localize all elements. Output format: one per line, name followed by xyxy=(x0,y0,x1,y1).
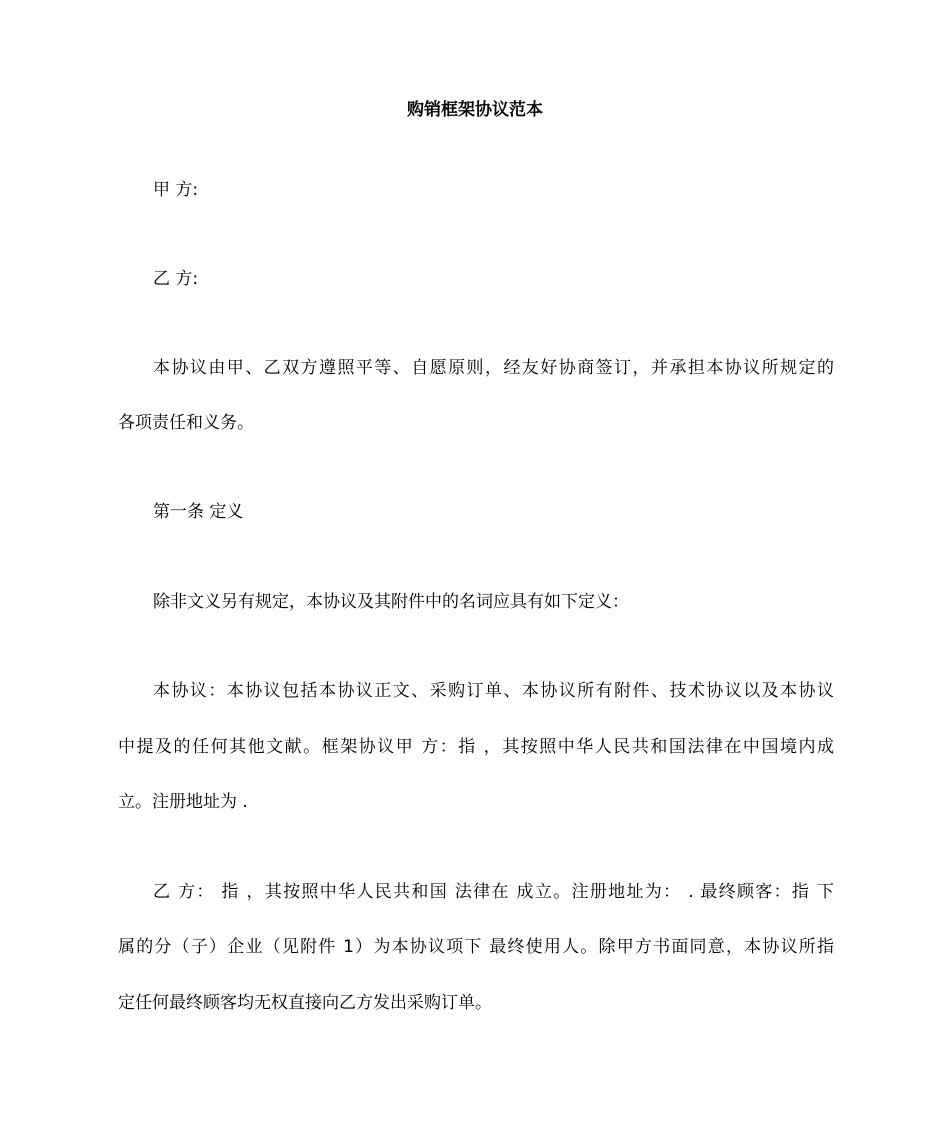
definition-agreement-line-3: 立。注册地址为 . xyxy=(118,792,248,812)
definition-party-b-line-3: 定任何最终顾客均无权直接向乙方发出采购订单。 xyxy=(118,993,492,1013)
definition-party-b-line-1: 乙 方： 指 ，其按照中华人民共和国 法律在 成立。注册地址为： . 最终顾客：指 下 xyxy=(153,882,834,902)
definitions-intro: 除非文义另有规定，本协议及其附件中的名词应具有如下定义： xyxy=(153,592,629,612)
definition-party-b-line-2: 属的分（子）企业（见附件 1）为本协议项下 最终使用人。除甲方书面同意，本协议所指 xyxy=(118,937,834,957)
preamble-line-1: 本协议由甲、乙双方遵照平等、自愿原则，经友好协商签订，并承担本协议所规定的 xyxy=(153,358,834,378)
definition-agreement-line-2: 中提及的任何其他文献。框架协议甲 方：指 ，其按照中华人民共和国法律在中国境内成 xyxy=(118,737,834,757)
party-b-label: 乙 方: xyxy=(153,269,199,289)
preamble-line-2: 各项责任和义务。 xyxy=(118,413,254,433)
definition-agreement-line-1: 本协议：本协议包括本协议正文、采购订单、本协议所有附件、技术协议以及本协议 xyxy=(153,681,834,701)
document-title: 购销框架协议范本 xyxy=(407,100,543,120)
article-1-heading: 第一条 定义 xyxy=(153,502,244,522)
party-a-label: 甲 方: xyxy=(153,180,199,200)
